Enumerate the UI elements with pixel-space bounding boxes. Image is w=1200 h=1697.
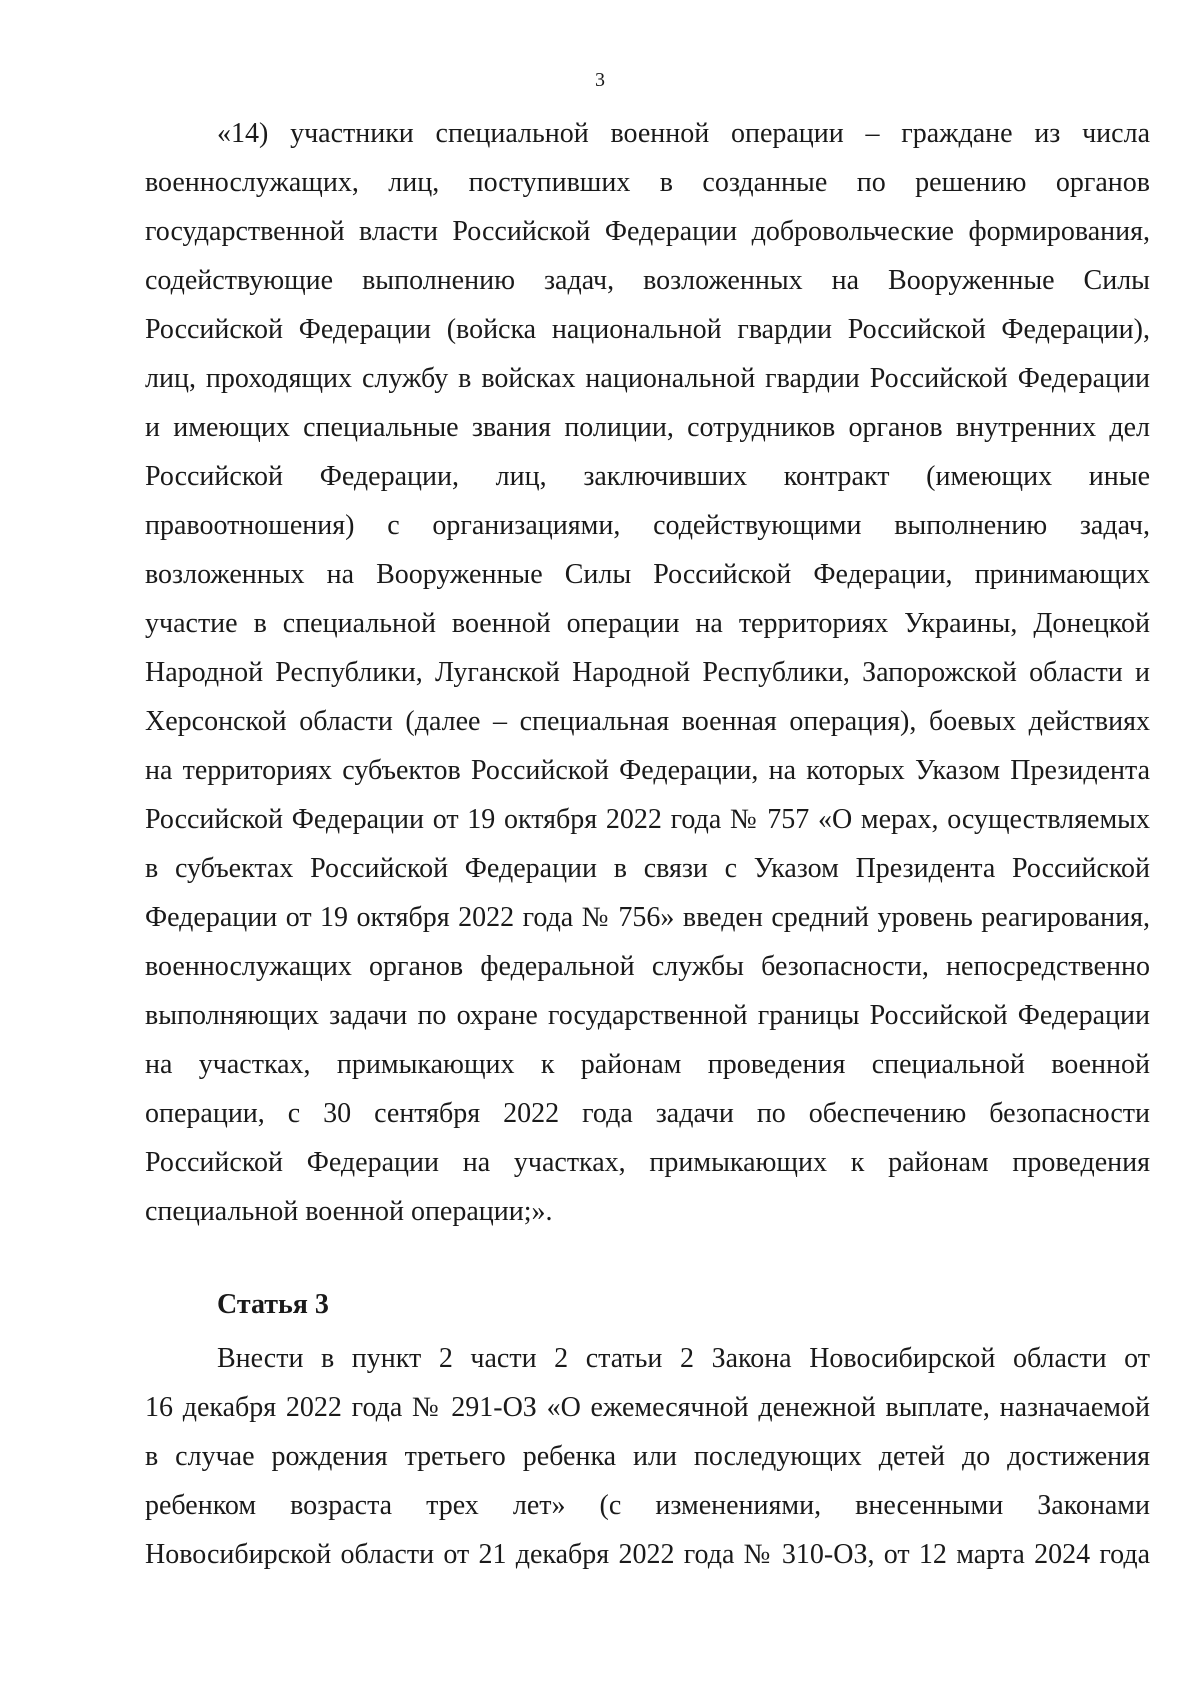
text-line: правоотношения) с организациями, содействующими выполнению задач, bbox=[145, 510, 1150, 541]
text-line: ребенком возраста трех лет» (с изменениями, внесенными Законами bbox=[145, 1490, 1150, 1521]
text-line: Федерации от 19 октября 2022 года № 756» введен средний уровень реагирования, bbox=[145, 902, 1150, 933]
text-line: на территориях субъектов Российской Федерации, на которых Указом Президента bbox=[145, 755, 1150, 786]
page-number: 3 bbox=[595, 69, 605, 91]
text-line: 16 декабря 2022 года № 291-ОЗ «О ежемесячной денежной выплате, назначаемой bbox=[145, 1392, 1150, 1423]
text-line: выполняющих задачи по охране государственной границы Российской Федерации bbox=[145, 1000, 1150, 1031]
text-line: операции, с 30 сентября 2022 года задачи по обеспечению безопасности bbox=[145, 1098, 1150, 1129]
text-line: на участках, примыкающих к районам проведения специальной военной bbox=[145, 1049, 1150, 1080]
text-line: в субъектах Российской Федерации в связи с Указом Президента Российской bbox=[145, 853, 1150, 884]
text-line: в случае рождения третьего ребенка или последующих детей до достижения bbox=[145, 1441, 1150, 1472]
text-line: Внести в пункт 2 части 2 статьи 2 Закона Новосибирской области от bbox=[217, 1343, 1150, 1374]
text-line: участие в специальной военной операции на территориях Украины, Донецкой bbox=[145, 608, 1150, 639]
article-heading: Статья 3 bbox=[217, 1289, 329, 1320]
text-line: военнослужащих, лиц, поступивших в созданные по решению органов bbox=[145, 167, 1150, 198]
text-line: Народной Республики, Луганской Народной Республики, Запорожской области и bbox=[145, 657, 1150, 688]
text-line: лиц, проходящих службу в войсках национальной гвардии Российской Федерации bbox=[145, 363, 1150, 394]
text-line: Российской Федерации на участках, примыкающих к районам проведения bbox=[145, 1147, 1150, 1178]
text-line: содействующие выполнению задач, возложенных на Вооруженные Силы bbox=[145, 265, 1150, 296]
text-line: военнослужащих органов федеральной службы безопасности, непосредственно bbox=[145, 951, 1150, 982]
paragraph-definition-svo-participants bbox=[145, 109, 1150, 1236]
text-line: Российской Федерации от 19 октября 2022 года № 757 «О мерах, осуществляемых bbox=[145, 804, 1150, 835]
paragraph-article-3 bbox=[145, 1334, 1150, 1579]
text-line: специальной военной операции;». bbox=[145, 1196, 553, 1227]
text-line: и имеющих специальные звания полиции, сотрудников органов внутренних дел bbox=[145, 412, 1150, 443]
text-line: Херсонской области (далее – специальная военная операция), боевых действиях bbox=[145, 706, 1150, 737]
text-line: «14) участники специальной военной операции – граждане из числа bbox=[217, 118, 1150, 149]
text-line: Новосибирской области от 21 декабря 2022 года № 310-ОЗ, от 12 марта 2024 года bbox=[145, 1539, 1150, 1570]
text-line: Российской Федерации, лиц, заключивших контракт (имеющих иные bbox=[145, 461, 1150, 492]
text-line: возложенных на Вооруженные Силы Российской Федерации, принимающих bbox=[145, 559, 1150, 590]
text-line: государственной власти Российской Федерации добровольческие формирования, bbox=[145, 216, 1150, 247]
text-line: Российской Федерации (войска национальной гвардии Российской Федерации), bbox=[145, 314, 1150, 345]
